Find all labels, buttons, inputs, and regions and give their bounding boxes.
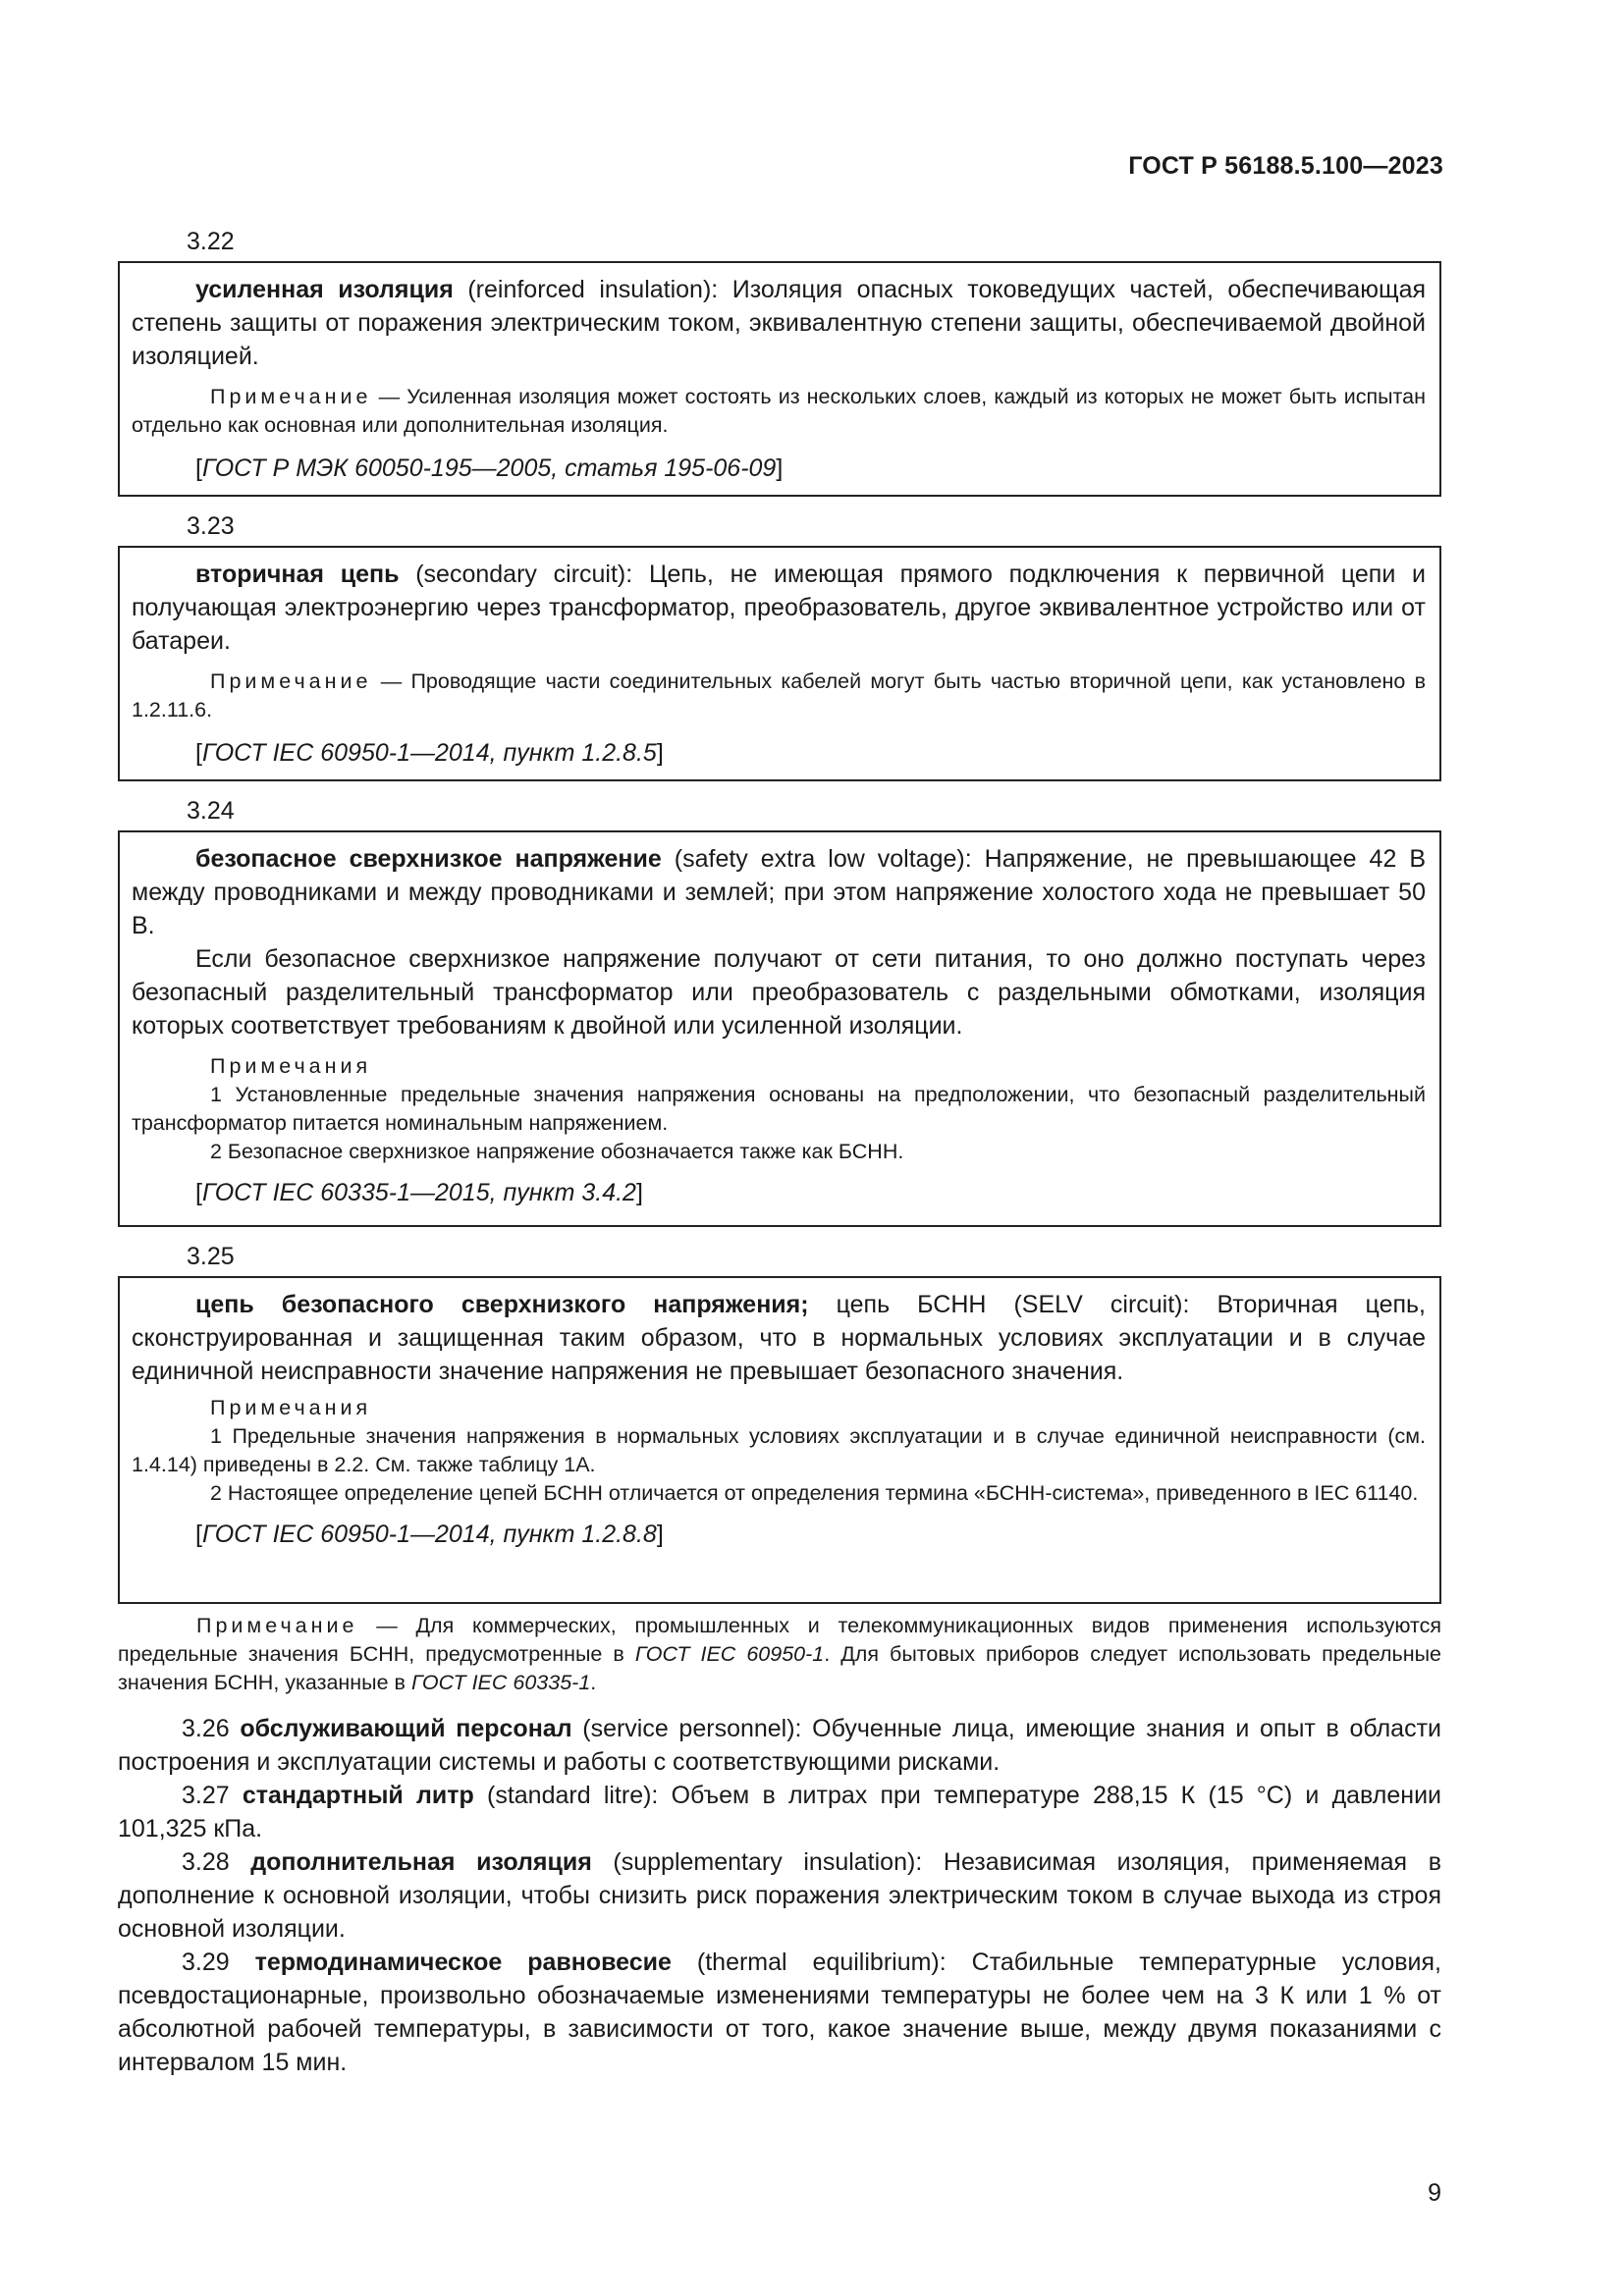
term-number: 3.24 [187, 797, 235, 825]
term-source: [ГОСТ IEC 60950-1—2014, пункт 1.2.8.5] [195, 739, 664, 767]
term-name: дополнительная изоляция [250, 1848, 592, 1876]
term-definition: вторичная цепь (secondary circuit): Цепь, не имеющая прямого подключения к первичной цепи и получающая электроэнергию через трансформатор, преобразователь, другое эквивалентное устройство или от батареи. [132, 561, 1427, 655]
term-box-3-23 [118, 546, 1441, 781]
term-name: термодинамическое равновесие [254, 1949, 672, 1976]
standard-reference: ГОСТ IEC 60950-1 [634, 1642, 825, 1666]
terms-plain-list [118, 1712, 1441, 2079]
term-3-27: 3.27 стандартный литр (standard litre): Объем в литрах при температуре 288,15 К (15 °С) и давлении 101,325 кПа. [118, 1782, 1441, 1842]
term-box-3-22 [118, 261, 1441, 497]
page-number: 9 [1428, 2179, 1441, 2207]
term-name: усиленная изоляция [195, 276, 454, 303]
term-note: 2 Безопасное сверхнизкое напряжение обозначается также как БСНН. [210, 1140, 904, 1163]
general-note: Примечание — Для коммерческих, промышленных и телекоммуникационных видов применения используются предельные значения БСНН, предусмотренные в ГОСТ IEC 60950-1. Для бытовых приборов следует использовать предельные значения БСНН, указанные в ГОСТ IEC 60335-1. [118, 1614, 1441, 1694]
term-name: вторичная цепь [195, 561, 400, 588]
note-label: Примечание [210, 669, 372, 693]
term-source: [ГОСТ Р МЭК 60050-195—2005, статья 195-06-09] [195, 454, 784, 482]
term-source: [ГОСТ IEC 60335-1—2015, пункт 3.4.2] [195, 1179, 643, 1206]
term-name: обслуживающий персонал [240, 1715, 572, 1742]
term-name: цепь безопасного сверхнизкого напряжения; [195, 1291, 809, 1318]
term-definition: безопасное сверхнизкое напряжение (safety extra low voltage): Напряжение, не превышающее 42 В между проводниками и между проводниками и землей; при этом напряжение холостого хода не превышает 50 В. [132, 845, 1426, 939]
term-note: Примечание — Проводящие части соединительных кабелей могут быть частью вторичной цепи, как установлено в 1.2.11.6. [132, 669, 1426, 721]
term-3-28: 3.28 дополнительная изоляция (supplementary insulation): Независимая изоляция, применяемая в дополнение к основной изоляции, чтобы снизить риск поражения электрическим током в случае выхода из строя основной изоляции. [118, 1848, 1441, 1943]
term-source: [ГОСТ IEC 60950-1—2014, пункт 1.2.8.8] [195, 1521, 664, 1548]
notes-label: Примечания [210, 1054, 372, 1078]
term-box-3-25 [118, 1276, 1441, 1604]
term-number: 3.23 [187, 512, 235, 540]
document-code-header: ГОСТ Р 56188.5.100—2023 [1128, 152, 1443, 180]
term-note: 2 Настоящее определение цепей БСНН отличается от определения термина «БСНН-система», приведенного в IEC 61140. [210, 1481, 1419, 1505]
term-definition-extra: Если безопасное сверхнизкое напряжение получают от сети питания, то оно должно поступать через безопасный разделительный трансформатор или преобразователь с раздельными обмотками, изоляция которых соответствует требованиям к двойной или усиленной изоляции. [132, 945, 1426, 1040]
note-label: Примечание [196, 1614, 358, 1637]
term-name: безопасное сверхнизкое напряжение [195, 845, 662, 873]
term-number: 3.22 [187, 228, 235, 255]
term-number: 3.25 [187, 1243, 235, 1270]
term-name: стандартный литр [242, 1782, 474, 1809]
term-note: 1 Установленные предельные значения напряжения основаны на предположении, что безопасный разделительный трансформатор питается номинальным напряжением. [132, 1083, 1426, 1135]
term-definition: цепь безопасного сверхнизкого напряжения; цепь БСНН (SELV circuit): Вторичная цепь, сконструированная и защищенная таким образом, что в нормальных условиях эксплуатации и в случае единичной неисправности значение напряжения не превышает безопасного значения. [132, 1291, 1427, 1385]
term-note: 1 Предельные значения напряжения в нормальных условиях эксплуатации и в случае единичной неисправности (см. 1.4.14) приведены в 2.2. См. также таблицу 1А. [132, 1424, 1426, 1476]
notes-label: Примечания [210, 1396, 372, 1419]
term-3-29: 3.29 термодинамическое равновесие (thermal equilibrium): Стабильные температурные условия, псевдостационарные, произвольно обозначаемые изменениями температуры не более чем на 3 К или 1 % от абсолютной рабочей температуры, в зависимости от того, какое значение выше, между двумя показаниями с интервалом 15 мин. [118, 1949, 1441, 2076]
term-note: Примечание — Усиленная изоляция может состоять из нескольких слоев, каждый из которых не может быть испытан отдельно как основная или дополнительная изоляция. [132, 385, 1426, 437]
standard-reference: ГОСТ IEC 60335-1 [410, 1671, 591, 1694]
term-definition: усиленная изоляция (reinforced insulation): Изоляция опасных токоведущих частей, обеспечивающая степень защиты от поражения электрическим током, эквивалентную степени защиты, обеспечиваемой двойной изоляцией. [132, 276, 1427, 370]
note-label: Примечание [210, 385, 372, 408]
term-box-3-24 [118, 830, 1441, 1227]
term-3-26: 3.26 обслуживающий персонал (service personnel): Обученные лица, имеющие знания и опыт в области построения и эксплуатации системы и работы с соответствующими рисками. [118, 1715, 1441, 1776]
